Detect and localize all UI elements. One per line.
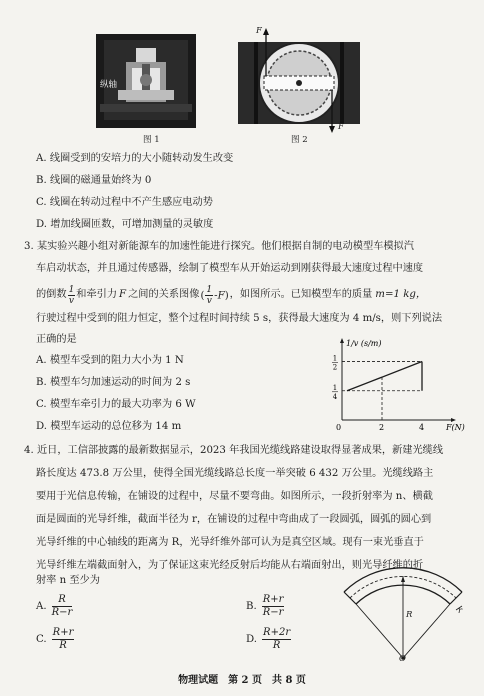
q4-option-b-den: R−r xyxy=(262,607,284,618)
x-tick-label-2: 4 xyxy=(419,423,425,432)
q3-line-3-c: F xyxy=(119,289,127,300)
q3-option-a: A. 模型车受到的阻力大小为 1 N xyxy=(36,355,184,366)
q3-option-d: D. 模型车运动的总位移为 14 m xyxy=(36,421,182,432)
q3-frac-paren-den: v xyxy=(206,295,212,306)
q4-option-b-label: B. xyxy=(246,600,257,612)
y-tick-den-1: 2 xyxy=(332,363,338,372)
q3-line-3-b: 和牵引力 xyxy=(76,289,118,300)
y-tick-num-0: 1 xyxy=(332,383,338,392)
figure-2-force-top: F xyxy=(256,26,262,36)
q3-paren-f: F xyxy=(217,290,225,301)
q4-fiber-diagram xyxy=(338,566,468,666)
q3-frac-paren xyxy=(205,285,213,306)
q4-line-1: 4. 近日，工信部披露的最新数据显示，2023 年我国光缆线路建设取得显著成果，新建光缆线 xyxy=(24,445,444,456)
q4-option-d-frac xyxy=(262,627,291,652)
x-axis-label: F(N) xyxy=(446,423,465,432)
q3-frac-num: 1 xyxy=(68,284,75,295)
y-tick-num-1: 1 xyxy=(332,354,338,363)
q3-frac-den: v xyxy=(68,295,74,306)
q4-line-6: 光导纤维左端截面射入，为了保证这束光经反射后均能从右端面射出，则光导纤维的折 xyxy=(36,560,424,571)
q4-line-4: 面是圆面的光导纤维，截面半径为 r，在铺设的过程中弯曲成了一段圆弧，圆弧的圆心到 xyxy=(36,514,432,525)
q3-line-3-e: ，如图所示。已知模型车的质量 xyxy=(229,289,373,300)
q4-option-d xyxy=(246,627,292,652)
q4-fig-R-label: R xyxy=(406,610,413,620)
q4-fig-r-label: r xyxy=(458,606,463,616)
figure-1-photo xyxy=(96,34,196,128)
q3-frac-inline xyxy=(68,285,76,306)
q4-option-d-label: D. xyxy=(246,633,258,645)
q3-line-3 xyxy=(36,282,426,308)
series-0-segment-0 xyxy=(347,362,422,391)
q4-option-c-frac xyxy=(52,627,75,652)
q3-line-3-d: 之间的关系图像 xyxy=(128,289,200,300)
figure-2-caption: 图 2 xyxy=(291,135,308,145)
x-tick-label-1: 2 xyxy=(379,423,385,432)
q4-option-b-num: R+r xyxy=(262,594,284,605)
q4-option-c xyxy=(36,627,75,652)
q3-line-1: 3. 某实验兴趣小组对新能源车的加速性能进行探究。他们根据自制的电动模型车模拟汽 xyxy=(24,241,414,252)
q4-line-3: 要用于光信息传输，在铺设的过程中，尽量不要弯曲。如图所示，一段折射率为 n、横截 xyxy=(36,491,433,502)
q3-chart xyxy=(322,338,472,434)
y-axis-arrow xyxy=(340,338,344,343)
q4-option-b-frac xyxy=(262,594,285,619)
q4-fig-O-label: O xyxy=(399,654,406,664)
q4-line-5: 光导纤维的中心轴线的距离为 R，光导纤维外部可认为是真空区域。现有一束光垂直于 xyxy=(36,537,424,548)
q3-line-3-f: m=1 kg， xyxy=(375,289,427,300)
prev-option-a: A. 线圈受到的安培力的大小随转动发生改变 xyxy=(36,153,234,164)
page-footer: 物理试题 第 2 页 共 8 页 xyxy=(178,675,306,686)
y-axis-label: 1/v (s/m) xyxy=(346,339,382,348)
q4-option-d-den: R xyxy=(272,640,281,651)
q3-option-b: B. 模型车匀加速运动的时间为 2 s xyxy=(36,377,191,388)
q3-line-4: 行驶过程中受到的阻力恒定，整个过程时间持续 5 s，获得最大速度为 4 m/s，则下列说法 xyxy=(36,313,443,324)
figure-1-label: 纵轴 xyxy=(100,80,118,90)
q3-frac-paren-num: 1 xyxy=(206,284,213,295)
q4-option-b xyxy=(246,594,285,619)
q4-option-a xyxy=(36,594,73,619)
figure-2-force-bottom: F xyxy=(338,122,344,132)
q4-line-2: 路长度达 473.8 万公里，使得全国光缆线路总长度一举突破 6 432 万公里。光缆线路主 xyxy=(36,468,434,479)
q4-option-c-num: R+r xyxy=(52,627,74,638)
q3-line-3-a: 的倒数 xyxy=(36,289,67,300)
figure-1-caption: 图 1 xyxy=(143,135,160,145)
q4-option-c-den: R xyxy=(59,640,67,651)
prev-option-d: D. 增加线圈匝数，可增加测量的灵敏度 xyxy=(36,219,214,230)
q4-option-c-label: C. xyxy=(36,633,47,645)
q4-option-d-num: R+2r xyxy=(263,627,291,638)
q3-paren-group: ( $\frac{1}{v}$ -F) xyxy=(200,284,229,306)
q4-option-a-label: A. xyxy=(36,600,47,612)
q4-option-a-frac xyxy=(52,594,73,619)
prev-option-b: B. 线圈的磁通量始终为 0 xyxy=(36,175,152,186)
q4-option-a-num: R xyxy=(52,594,73,607)
q4-option-a-den: R−r xyxy=(51,607,73,618)
x-tick-label-0: 0 xyxy=(336,423,342,432)
prev-option-c: C. 线圈在转动过程中不产生感应电动势 xyxy=(36,197,213,208)
x-axis-arrow xyxy=(451,418,456,422)
figure-2-diagram xyxy=(236,26,362,134)
q4-line-7: 射率 n 至少为 xyxy=(36,575,100,586)
y-tick-den-0: 4 xyxy=(332,392,338,401)
q3-option-c: C. 模型车牵引力的最大功率为 6 W xyxy=(36,399,196,410)
q3-line-2: 车启动状态，并且通过传感器，绘制了模型车从开始运动到刚获得最大速度过程中速度 xyxy=(36,263,424,274)
q3-line-5: 正确的是 xyxy=(36,334,77,345)
